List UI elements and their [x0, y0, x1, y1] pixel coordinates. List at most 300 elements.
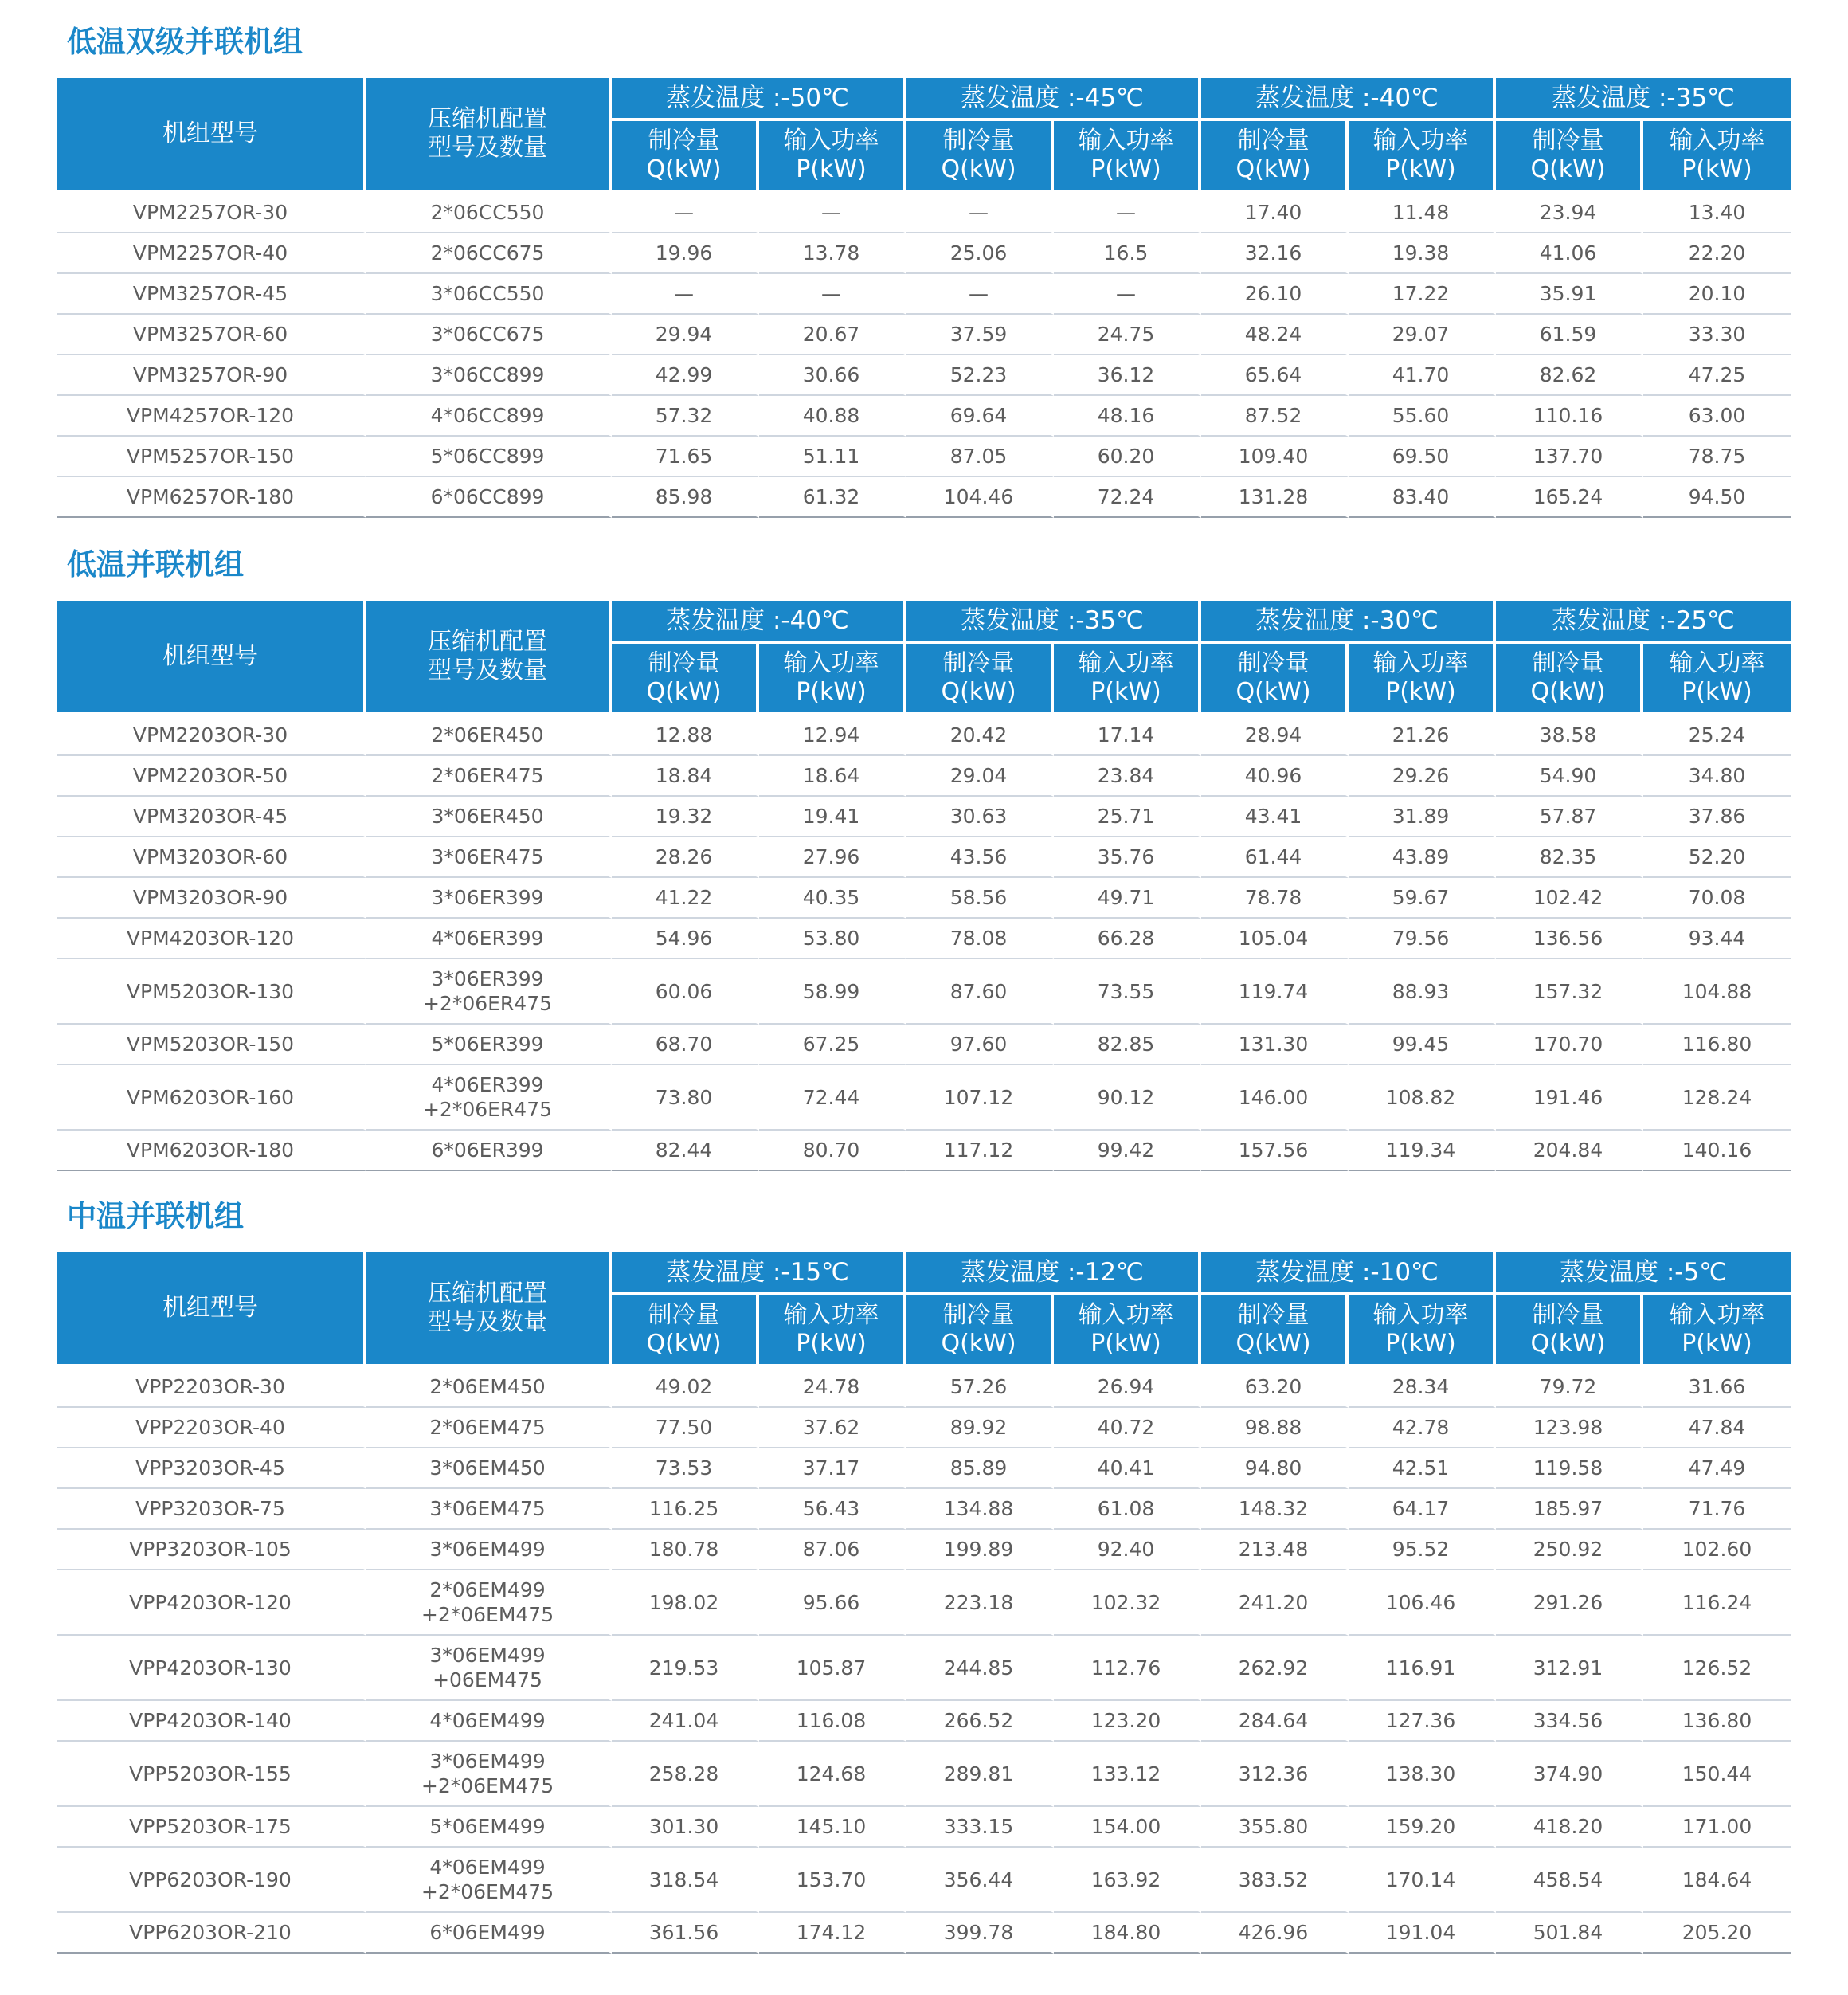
table-body [57, 1367, 1791, 1954]
cell-input-power: 108.82 [1349, 1065, 1496, 1131]
cell-cooling-capacity: 82.44 [612, 1131, 759, 1171]
cell-input-power: 55.60 [1349, 396, 1496, 437]
cell-cooling-capacity: 63.20 [1201, 1367, 1349, 1408]
cell-input-power: 11.48 [1349, 193, 1496, 233]
cell-input-power: 205.20 [1643, 1913, 1791, 1954]
cell-cooling-capacity: 104.46 [906, 477, 1054, 518]
cell-input-power: 64.17 [1349, 1489, 1496, 1530]
cell-input-power: 47.84 [1643, 1408, 1791, 1448]
cell-model: VPM3257OR-45 [57, 274, 366, 315]
cell-config-line: 2*06EM475 [429, 1416, 546, 1439]
cell-cooling-capacity: 266.52 [906, 1701, 1054, 1742]
table-row [57, 1913, 1791, 1954]
cell-input-power: 22.20 [1643, 233, 1791, 274]
header-input-power [1054, 121, 1201, 193]
header-input-power [759, 644, 906, 715]
cell-cooling-capacity: 241.04 [612, 1701, 759, 1742]
cell-input-power: 26.94 [1054, 1367, 1201, 1408]
cell-input-power: 13.78 [759, 233, 906, 274]
cell-input-power: 40.72 [1054, 1408, 1201, 1448]
cell-input-power: 16.5 [1054, 233, 1201, 274]
cell-input-power: 42.51 [1349, 1448, 1496, 1489]
header-input-power [1643, 1295, 1791, 1367]
cell-model: VPM6203OR-180 [57, 1131, 366, 1171]
table-row [57, 1570, 1791, 1636]
cell-input-power: 99.42 [1054, 1131, 1201, 1171]
cell-input-power: 20.67 [759, 315, 906, 355]
header-cooling-capacity-line: Q(kW) [941, 678, 1016, 706]
cell-config [366, 396, 612, 437]
table-row [57, 1131, 1791, 1171]
header-input-power-line: P(kW) [1090, 1330, 1161, 1358]
cell-config-line: 3*06ER475 [431, 845, 544, 868]
cell-input-power: 72.44 [759, 1065, 906, 1131]
header-input-power [1054, 1295, 1201, 1367]
cell-cooling-capacity: 28.94 [1201, 715, 1349, 756]
cell-input-power: 128.24 [1643, 1065, 1791, 1131]
header-input-power-line: P(kW) [796, 155, 867, 183]
cell-config-line: +2*06ER475 [422, 992, 553, 1015]
cell-model: VPM6257OR-180 [57, 477, 366, 518]
cell-cooling-capacity: 131.30 [1201, 1025, 1349, 1065]
cell-input-power: 34.80 [1643, 756, 1791, 797]
cell-input-power: 21.26 [1349, 715, 1496, 756]
cell-model: VPM2257OR-30 [57, 193, 366, 233]
cell-input-power: 41.70 [1349, 355, 1496, 396]
cell-input-power: 53.80 [759, 919, 906, 959]
cell-input-power: 36.12 [1054, 355, 1201, 396]
cell-cooling-capacity: — [906, 274, 1054, 315]
cell-config-line: 3*06CC550 [430, 282, 545, 305]
table-row [57, 878, 1791, 919]
cell-input-power: 116.80 [1643, 1025, 1791, 1065]
cell-config-line: 3*06CC899 [430, 363, 545, 386]
cell-input-power: 43.89 [1349, 837, 1496, 878]
cell-cooling-capacity: 399.78 [906, 1913, 1054, 1954]
cell-cooling-capacity: 119.58 [1496, 1448, 1643, 1489]
cell-input-power: 171.00 [1643, 1807, 1791, 1848]
cell-model: VPM3257OR-90 [57, 355, 366, 396]
table-header [57, 601, 1791, 715]
cell-cooling-capacity: 134.88 [906, 1489, 1054, 1530]
cell-cooling-capacity: 204.84 [1496, 1131, 1643, 1171]
cell-cooling-capacity: 157.32 [1496, 959, 1643, 1025]
header-evap-temp: 蒸发温度 :-50℃ [612, 78, 906, 121]
header-cooling-capacity-line: 制冷量 [942, 1301, 1015, 1329]
cell-model: VPP4203OR-120 [57, 1570, 366, 1636]
cell-input-power: 87.06 [759, 1530, 906, 1570]
table-row [57, 715, 1791, 756]
cell-input-power: 18.64 [759, 756, 906, 797]
cell-input-power: 116.24 [1643, 1570, 1791, 1636]
cell-cooling-capacity: 85.98 [612, 477, 759, 518]
header-cooling-capacity-line: Q(kW) [646, 155, 722, 183]
header-cooling-capacity [906, 121, 1054, 193]
cell-cooling-capacity: 35.91 [1496, 274, 1643, 315]
cell-config-line: 4*06ER399 [431, 927, 544, 950]
cell-input-power: 67.25 [759, 1025, 906, 1065]
cell-cooling-capacity: 49.02 [612, 1367, 759, 1408]
cell-config [366, 919, 612, 959]
cell-input-power: 145.10 [759, 1807, 906, 1848]
header-config [366, 1252, 612, 1367]
header-input-power [1349, 644, 1496, 715]
cell-config [366, 1807, 612, 1848]
cell-config [366, 315, 612, 355]
table-row [57, 1807, 1791, 1848]
cell-cooling-capacity: — [612, 193, 759, 233]
cell-model: VPP2203OR-30 [57, 1367, 366, 1408]
cell-config-line: +2*06ER475 [422, 1098, 553, 1121]
cell-input-power: 30.66 [759, 355, 906, 396]
cell-model: VPM3257OR-60 [57, 315, 366, 355]
cell-cooling-capacity: 19.32 [612, 797, 759, 837]
cell-input-power: 12.94 [759, 715, 906, 756]
header-input-power-line: 输入功率 [1078, 649, 1174, 677]
cell-config [366, 837, 612, 878]
table-row [57, 1742, 1791, 1807]
cell-model: VPM4257OR-120 [57, 396, 366, 437]
cell-config-line: 2*06EM450 [429, 1375, 546, 1398]
table-row [57, 1489, 1791, 1530]
cell-input-power: 19.38 [1349, 233, 1496, 274]
table-row [57, 1025, 1791, 1065]
cell-input-power: 23.84 [1054, 756, 1201, 797]
cell-cooling-capacity: 157.56 [1201, 1131, 1349, 1171]
cell-cooling-capacity: 291.26 [1496, 1570, 1643, 1636]
cell-model: VPP3203OR-45 [57, 1448, 366, 1489]
table-row [57, 1065, 1791, 1131]
header-input-power [1643, 644, 1791, 715]
header-input-power-line: 输入功率 [1669, 127, 1765, 155]
cell-config-line: 3*06EM499 [429, 1538, 546, 1561]
cell-model: VPM2257OR-40 [57, 233, 366, 274]
cell-cooling-capacity: 312.91 [1496, 1636, 1643, 1701]
cell-cooling-capacity: 301.30 [612, 1807, 759, 1848]
cell-config [366, 797, 612, 837]
cell-config-line: 2*06CC675 [430, 241, 545, 265]
cell-input-power: 63.00 [1643, 396, 1791, 437]
spec-table [57, 601, 1791, 1171]
cell-config [366, 355, 612, 396]
header-input-power-line: 输入功率 [1669, 649, 1765, 677]
cell-config [366, 1065, 612, 1131]
cell-config-line: +2*06EM475 [421, 1880, 554, 1903]
cell-cooling-capacity: 78.08 [906, 919, 1054, 959]
table-row [57, 1448, 1791, 1489]
cell-cooling-capacity: 60.06 [612, 959, 759, 1025]
header-evap-temp: 蒸发温度 :-40℃ [1201, 78, 1496, 121]
cell-model: VPM3203OR-60 [57, 837, 366, 878]
cell-cooling-capacity: 146.00 [1201, 1065, 1349, 1131]
header-cooling-capacity-line: Q(kW) [1530, 1330, 1606, 1358]
header-evap-temp: 蒸发温度 :-15℃ [612, 1252, 906, 1295]
cell-input-power: 47.49 [1643, 1448, 1791, 1489]
cell-cooling-capacity: 32.16 [1201, 233, 1349, 274]
table-row [57, 396, 1791, 437]
cell-input-power: 94.50 [1643, 477, 1791, 518]
header-config [366, 601, 612, 715]
cell-cooling-capacity: 87.52 [1201, 396, 1349, 437]
header-input-power [1054, 644, 1201, 715]
header-cooling-capacity [1496, 644, 1643, 715]
cell-model: VPM4203OR-120 [57, 919, 366, 959]
cell-input-power: 33.30 [1643, 315, 1791, 355]
header-row-temps [57, 601, 1791, 644]
header-cooling-capacity-line: 制冷量 [1532, 1301, 1604, 1329]
cell-cooling-capacity: 19.96 [612, 233, 759, 274]
cell-config [366, 959, 612, 1025]
cell-input-power: 72.24 [1054, 477, 1201, 518]
header-config [366, 78, 612, 193]
cell-input-power: 66.28 [1054, 919, 1201, 959]
table-row [57, 274, 1791, 315]
cell-cooling-capacity: 94.80 [1201, 1448, 1349, 1489]
cell-input-power: 82.85 [1054, 1025, 1201, 1065]
cell-input-power: 112.76 [1054, 1636, 1201, 1701]
cell-config [366, 715, 612, 756]
cell-cooling-capacity: 69.64 [906, 396, 1054, 437]
header-cooling-capacity-line: Q(kW) [1235, 678, 1311, 706]
cell-input-power: 19.41 [759, 797, 906, 837]
cell-config [366, 1636, 612, 1701]
header-input-power-line: P(kW) [1090, 678, 1161, 706]
cell-config-line: 3*06ER450 [431, 805, 544, 828]
cell-cooling-capacity: 40.96 [1201, 756, 1349, 797]
cell-model: VPM2203OR-50 [57, 756, 366, 797]
cell-config-line: 5*06ER399 [431, 1033, 544, 1056]
cell-input-power: 174.12 [759, 1913, 906, 1954]
cell-input-power: 17.22 [1349, 274, 1496, 315]
cell-cooling-capacity: 12.88 [612, 715, 759, 756]
cell-cooling-capacity: 82.62 [1496, 355, 1643, 396]
cell-cooling-capacity: 98.88 [1201, 1408, 1349, 1448]
cell-cooling-capacity: 258.28 [612, 1742, 759, 1807]
header-model [57, 78, 366, 193]
cell-config-line: 4*06ER399 [431, 1073, 544, 1096]
header-input-power-line: 输入功率 [783, 1301, 879, 1329]
cell-model: VPP4203OR-140 [57, 1701, 366, 1742]
cell-config [366, 1848, 612, 1913]
header-input-power-line: 输入功率 [1078, 1301, 1174, 1329]
cell-cooling-capacity: 57.26 [906, 1367, 1054, 1408]
cell-input-power: 40.35 [759, 878, 906, 919]
cell-cooling-capacity: 43.41 [1201, 797, 1349, 837]
header-cooling-capacity-line: 制冷量 [648, 649, 720, 677]
cell-input-power: 154.00 [1054, 1807, 1201, 1848]
cell-cooling-capacity: 58.56 [906, 878, 1054, 919]
cell-cooling-capacity: 136.56 [1496, 919, 1643, 959]
cell-model: VPM2203OR-30 [57, 715, 366, 756]
cell-input-power: 99.45 [1349, 1025, 1496, 1065]
header-model [57, 1252, 366, 1367]
header-evap-temp: 蒸发温度 :-5℃ [1496, 1252, 1791, 1295]
table-row [57, 1848, 1791, 1913]
cell-input-power: 35.76 [1054, 837, 1201, 878]
header-row-temps [57, 78, 1791, 121]
cell-input-power: 71.76 [1643, 1489, 1791, 1530]
cell-cooling-capacity: 241.20 [1201, 1570, 1349, 1636]
cell-cooling-capacity: 18.84 [612, 756, 759, 797]
cell-cooling-capacity: 223.18 [906, 1570, 1054, 1636]
cell-input-power: 49.71 [1054, 878, 1201, 919]
header-cooling-capacity-line: Q(kW) [646, 1330, 722, 1358]
cell-cooling-capacity: 29.04 [906, 756, 1054, 797]
cell-cooling-capacity: 61.44 [1201, 837, 1349, 878]
header-input-power-line: P(kW) [1090, 155, 1161, 183]
cell-cooling-capacity: 109.40 [1201, 437, 1349, 477]
header-evap-temp: 蒸发温度 :-40℃ [612, 601, 906, 644]
cell-input-power: 29.07 [1349, 315, 1496, 355]
cell-cooling-capacity: 198.02 [612, 1570, 759, 1636]
header-evap-temp: 蒸发温度 :-45℃ [906, 78, 1201, 121]
cell-config-line: 2*06EM499 [429, 1578, 546, 1601]
cell-input-power: 47.25 [1643, 355, 1791, 396]
cell-model: VPP3203OR-105 [57, 1530, 366, 1570]
header-input-power [1643, 121, 1791, 193]
cell-input-power: 56.43 [759, 1489, 906, 1530]
cell-model: VPP5203OR-155 [57, 1742, 366, 1807]
cell-config-line: 3*06EM499 [429, 1750, 546, 1773]
cell-config-line: 4*06EM499 [429, 1856, 546, 1879]
header-config-line: 型号及数量 [428, 657, 547, 684]
cell-input-power: 59.67 [1349, 878, 1496, 919]
header-config-line: 型号及数量 [428, 1308, 547, 1336]
table-row [57, 919, 1791, 959]
header-cooling-capacity-line: 制冷量 [648, 1301, 720, 1329]
cell-model: VPP5203OR-175 [57, 1807, 366, 1848]
cell-cooling-capacity: 148.32 [1201, 1489, 1349, 1530]
header-model-line: 机组型号 [162, 642, 258, 670]
header-input-power-line: 输入功率 [1372, 1301, 1469, 1329]
cell-cooling-capacity: 355.80 [1201, 1807, 1349, 1848]
section-title: 中温并联机组 [67, 1199, 244, 1233]
cell-cooling-capacity: 199.89 [906, 1530, 1054, 1570]
cell-cooling-capacity: 26.10 [1201, 274, 1349, 315]
cell-cooling-capacity: 28.26 [612, 837, 759, 878]
cell-cooling-capacity: 119.74 [1201, 959, 1349, 1025]
cell-input-power: 27.96 [759, 837, 906, 878]
cell-config-line: 5*06EM499 [429, 1815, 546, 1838]
cell-cooling-capacity: 52.23 [906, 355, 1054, 396]
cell-config-line: 2*06ER450 [431, 723, 544, 747]
cell-cooling-capacity: 426.96 [1201, 1913, 1349, 1954]
cell-config-line: 3*06EM475 [429, 1497, 546, 1520]
cell-model: VPM3203OR-45 [57, 797, 366, 837]
header-cooling-capacity-line: Q(kW) [941, 1330, 1016, 1358]
header-input-power-line: P(kW) [796, 1330, 867, 1358]
table-body [57, 715, 1791, 1171]
cell-input-power: 79.56 [1349, 919, 1496, 959]
cell-input-power: 184.80 [1054, 1913, 1201, 1954]
cell-cooling-capacity: 123.98 [1496, 1408, 1643, 1448]
table-header [57, 78, 1791, 193]
cell-input-power: 31.66 [1643, 1367, 1791, 1408]
header-input-power-line: P(kW) [1682, 155, 1752, 183]
header-evap-temp: 蒸发温度 :-10℃ [1201, 1252, 1496, 1295]
cell-input-power: 95.52 [1349, 1530, 1496, 1570]
cell-cooling-capacity: 418.20 [1496, 1807, 1643, 1848]
cell-input-power: — [759, 193, 906, 233]
header-cooling-capacity [1496, 1295, 1643, 1367]
cell-input-power: 83.40 [1349, 477, 1496, 518]
cell-input-power: 170.14 [1349, 1848, 1496, 1913]
cell-input-power: 150.44 [1643, 1742, 1791, 1807]
header-evap-temp: 蒸发温度 :-25℃ [1496, 601, 1791, 644]
cell-cooling-capacity: 284.64 [1201, 1701, 1349, 1742]
cell-config-line: 6*06CC899 [430, 485, 545, 508]
header-cooling-capacity-line: 制冷量 [1532, 127, 1604, 155]
cell-input-power: 24.78 [759, 1367, 906, 1408]
cell-cooling-capacity: 54.96 [612, 919, 759, 959]
header-input-power-line: 输入功率 [783, 127, 879, 155]
cell-input-power: 126.52 [1643, 1636, 1791, 1701]
cell-input-power: 140.16 [1643, 1131, 1791, 1171]
table-row [57, 959, 1791, 1025]
cell-input-power: 163.92 [1054, 1848, 1201, 1913]
cell-input-power: 69.50 [1349, 437, 1496, 477]
cell-cooling-capacity: 383.52 [1201, 1848, 1349, 1913]
header-cooling-capacity [612, 1295, 759, 1367]
cell-cooling-capacity: 23.94 [1496, 193, 1643, 233]
section-title: 低温双级并联机组 [67, 25, 303, 59]
header-cooling-capacity-line: 制冷量 [1532, 649, 1604, 677]
cell-input-power: 52.20 [1643, 837, 1791, 878]
header-input-power-line: P(kW) [1385, 155, 1456, 183]
cell-input-power: 127.36 [1349, 1701, 1496, 1742]
header-cooling-capacity-line: 制冷量 [1237, 127, 1310, 155]
cell-model: VPM5203OR-130 [57, 959, 366, 1025]
cell-cooling-capacity: 43.56 [906, 837, 1054, 878]
section-title: 低温并联机组 [67, 547, 244, 582]
header-input-power [759, 121, 906, 193]
header-cooling-capacity-line: 制冷量 [1237, 1301, 1310, 1329]
cell-input-power: 184.64 [1643, 1848, 1791, 1913]
table-row [57, 233, 1791, 274]
cell-cooling-capacity: 170.70 [1496, 1025, 1643, 1065]
cell-input-power: 104.88 [1643, 959, 1791, 1025]
spec-table [57, 78, 1791, 518]
cell-input-power: 106.46 [1349, 1570, 1496, 1636]
cell-input-power: 60.20 [1054, 437, 1201, 477]
header-input-power [1349, 121, 1496, 193]
table-row [57, 477, 1791, 518]
table-row [57, 1636, 1791, 1701]
cell-cooling-capacity: 30.63 [906, 797, 1054, 837]
cell-config-line: 3*06EM499 [429, 1644, 546, 1667]
table-row [57, 756, 1791, 797]
cell-cooling-capacity: 87.60 [906, 959, 1054, 1025]
header-input-power-line: 输入功率 [1078, 127, 1174, 155]
header-input-power-line: 输入功率 [1372, 127, 1469, 155]
cell-cooling-capacity: — [906, 193, 1054, 233]
cell-input-power: 102.60 [1643, 1530, 1791, 1570]
header-cooling-capacity-line: 制冷量 [942, 127, 1015, 155]
header-cooling-capacity-line: Q(kW) [1530, 678, 1606, 706]
header-cooling-capacity-line: Q(kW) [941, 155, 1016, 183]
cell-input-power: 116.08 [759, 1701, 906, 1742]
table-row [57, 1367, 1791, 1408]
cell-input-power: — [759, 274, 906, 315]
cell-cooling-capacity: 117.12 [906, 1131, 1054, 1171]
cell-config-line: 5*06CC899 [430, 445, 545, 468]
cell-cooling-capacity: 25.06 [906, 233, 1054, 274]
cell-cooling-capacity: 318.54 [612, 1848, 759, 1913]
cell-model: VPP2203OR-40 [57, 1408, 366, 1448]
cell-input-power: 42.78 [1349, 1408, 1496, 1448]
cell-input-power: 119.34 [1349, 1131, 1496, 1171]
header-config-line: 压缩机配置 [428, 1280, 547, 1307]
